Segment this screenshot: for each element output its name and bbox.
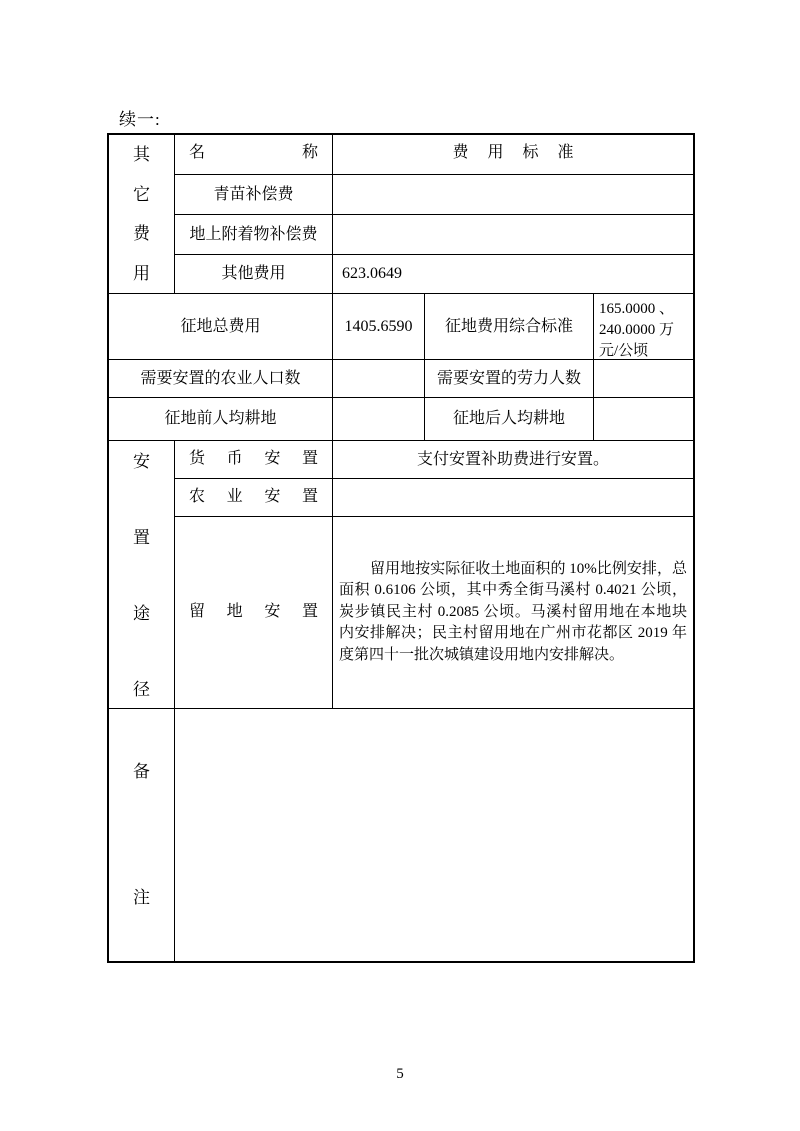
vertical-label-char: 其 xyxy=(133,145,150,165)
other-fees-rowgroup-label xyxy=(109,135,175,294)
agri-population-value-cell xyxy=(333,360,425,398)
ground-attachment-fee-label-cell: 地上附着物补偿费 xyxy=(175,215,333,255)
vertical-label-char: 费 xyxy=(133,224,150,244)
total-fee-label-cell: 征地总费用 xyxy=(109,294,333,360)
resettlement-rowgroup-label xyxy=(109,441,175,709)
agri-population-label-cell: 需要安置的农业人口数 xyxy=(109,360,333,398)
reserved-land-resettlement-content-cell xyxy=(333,517,693,709)
monetary-resettlement-label-cell: 货币安置 xyxy=(175,441,333,479)
vertical-label-char: 径 xyxy=(133,679,150,699)
ground-attachment-fee-value-cell xyxy=(333,215,693,255)
page-number: 5 xyxy=(396,1066,404,1082)
vertical-label-char: 它 xyxy=(133,184,150,204)
continuation-label: 续一: xyxy=(119,110,161,129)
pre-acquisition-land-label-cell: 征地前人均耕地 xyxy=(109,398,333,441)
fee-standard-header-cell: 费用标准 xyxy=(333,135,693,175)
post-acquisition-land-label-cell: 征地后人均耕地 xyxy=(425,398,594,441)
vertical-label-char: 安 xyxy=(133,452,150,471)
remarks-rowgroup-label xyxy=(109,709,175,961)
reserved-land-resettlement-label-cell: 留地安置 xyxy=(175,517,333,709)
comprehensive-standard-label-cell: 征地费用综合标准 xyxy=(425,294,594,360)
qingmiao-fee-label-cell: 青苗补偿费 xyxy=(175,175,333,215)
labor-count-value-cell xyxy=(594,360,693,398)
agricultural-resettlement-content-cell xyxy=(333,479,693,517)
vertical-label-char: 备 xyxy=(133,762,150,782)
labor-count-label-cell: 需要安置的劳力人数 xyxy=(425,360,594,398)
standard-value-line: 240.0000 万 xyxy=(599,322,675,338)
total-fee-value-cell: 1405.6590 xyxy=(333,294,425,360)
pre-acquisition-land-value-cell xyxy=(333,398,425,441)
monetary-resettlement-content-cell: 支付安置补助费进行安置。 xyxy=(333,441,693,479)
reserved-land-paragraph: 留用地按实际征收土地面积的 10%比例安排，总面积 0.6106 公顷，其中秀全街马溪村 0.4021 公顷，炭步镇民主村 0.2085 公顷。马溪村留用地在本地块内安排解决；民主村留用地在广州市花都区 2019 年度第四十一批次城镇建设用地内安排解决。 xyxy=(339,560,687,663)
standard-value-line: 165.0000 、 xyxy=(599,301,675,317)
vertical-label-char: 置 xyxy=(133,527,150,547)
land-compensation-table xyxy=(107,133,695,963)
fee-name-header-cell: 名称 xyxy=(175,135,333,175)
other-fee-label-cell: 其他费用 xyxy=(175,255,333,294)
standard-value-line: 元/公顷 xyxy=(599,343,649,359)
vertical-label-char: 途 xyxy=(133,603,150,623)
remarks-content-cell xyxy=(175,709,693,961)
other-fee-value-cell: 623.0649 xyxy=(333,255,693,294)
comprehensive-standard-value-cell xyxy=(594,294,693,360)
vertical-label-char: 注 xyxy=(133,888,150,908)
post-acquisition-land-value-cell xyxy=(594,398,693,441)
agricultural-resettlement-label-cell: 农业安置 xyxy=(175,479,333,517)
qingmiao-fee-value-cell xyxy=(333,175,693,215)
vertical-label-char: 用 xyxy=(133,263,150,283)
